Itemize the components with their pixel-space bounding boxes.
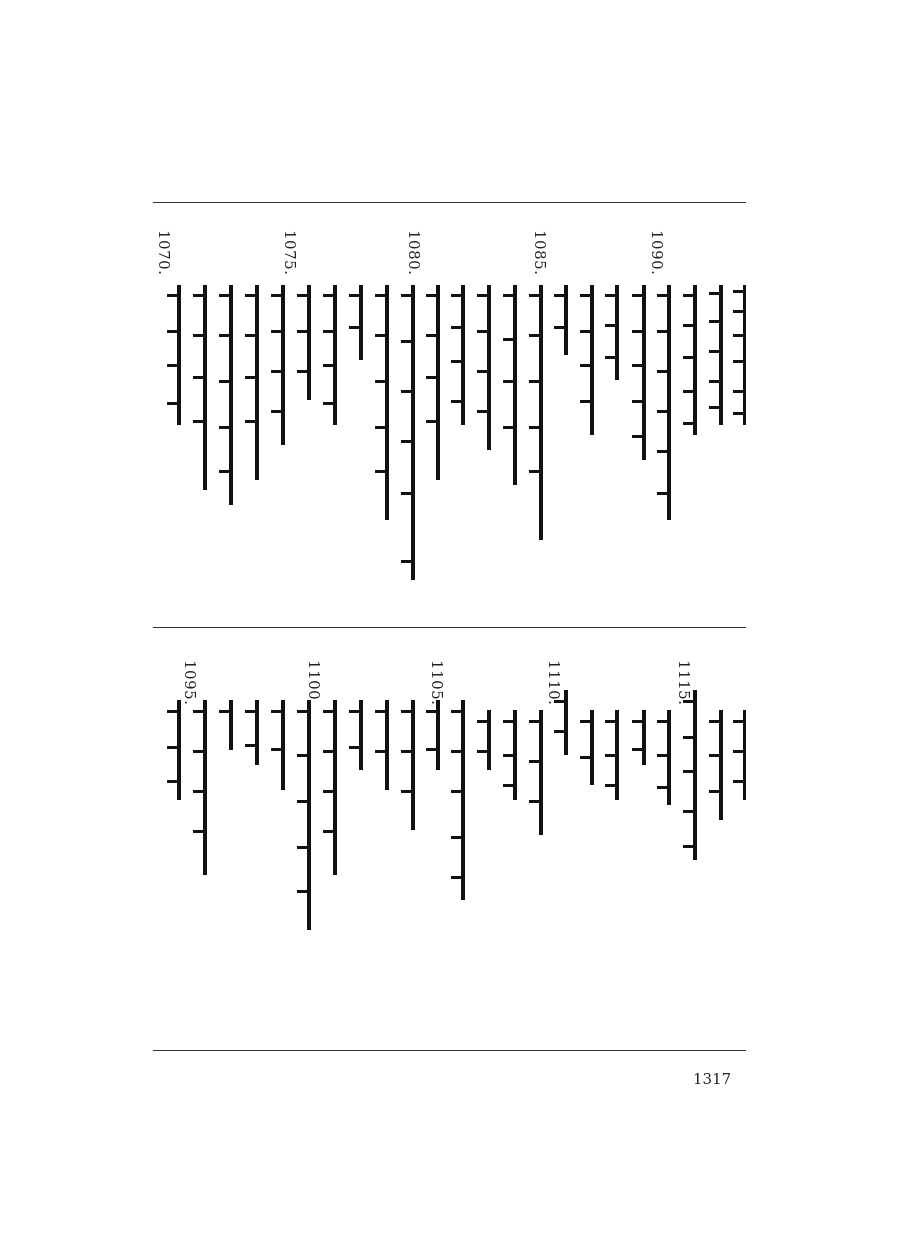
- top-script-columns: [153, 230, 746, 610]
- line-number-1100: 1100.: [305, 660, 323, 706]
- bottom-text-block: [153, 660, 746, 1030]
- middle-rule: [153, 627, 746, 628]
- top-text-block: [153, 230, 746, 610]
- line-number-1110: 1110.: [545, 660, 563, 706]
- line-number-1105: 1105.: [428, 660, 446, 706]
- line-number-1095: 1095.: [181, 660, 199, 706]
- page-number: 1317: [693, 1070, 732, 1088]
- line-number-1070: 1070.: [155, 230, 173, 276]
- line-number-1085: 1085.: [531, 230, 549, 276]
- script-strokes-top: [167, 285, 746, 580]
- line-number-1080: 1080.: [405, 230, 423, 276]
- bottom-rule: [153, 1050, 746, 1051]
- bottom-script-columns: [153, 660, 746, 1030]
- script-strokes-bottom: [167, 690, 746, 930]
- line-number-1075: 1075.: [281, 230, 299, 276]
- line-number-1090: 1090.: [648, 230, 666, 276]
- line-number-1115: 1115.: [675, 660, 693, 706]
- top-rule: [153, 202, 746, 203]
